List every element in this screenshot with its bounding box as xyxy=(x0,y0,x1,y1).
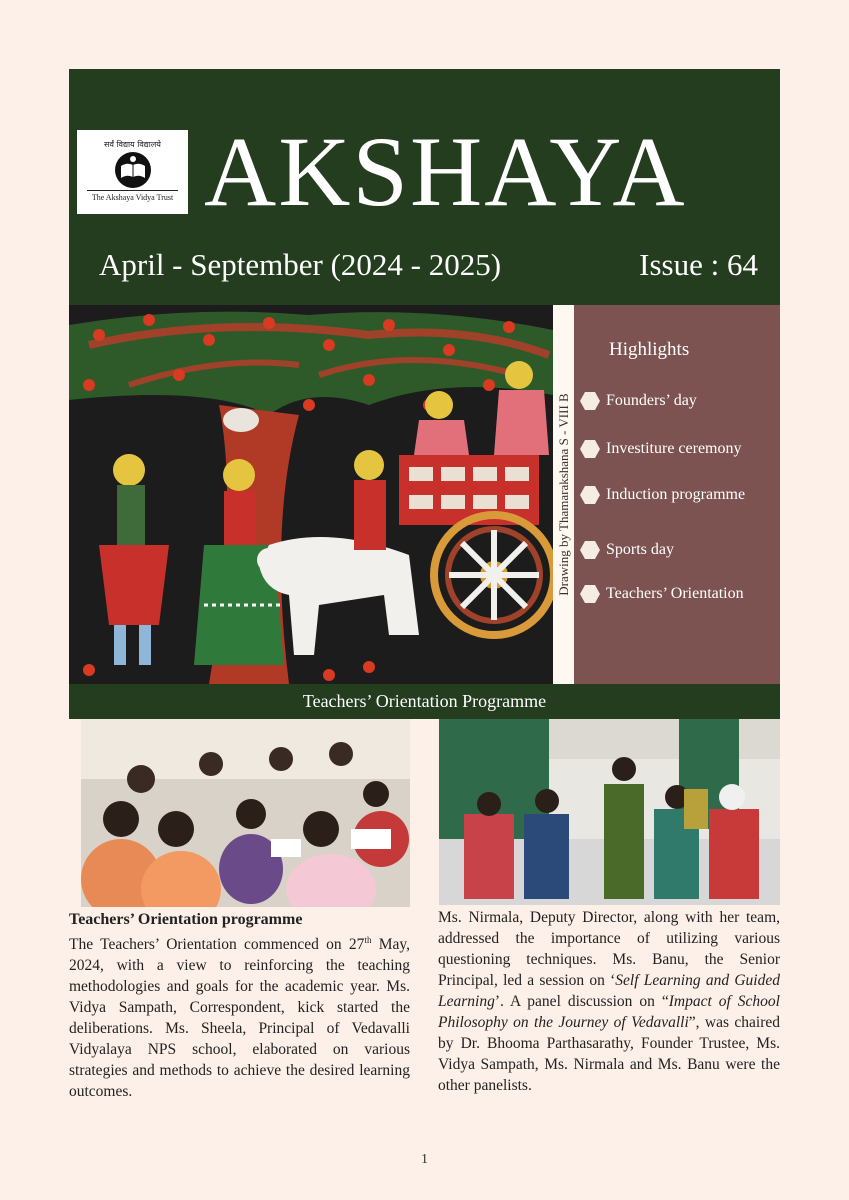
hexagon-bullet-icon xyxy=(580,486,600,504)
cover-drawing xyxy=(69,305,553,684)
logo-text: The Akshaya Vidya Trust xyxy=(91,193,174,202)
hexagon-bullet-icon xyxy=(580,440,600,458)
page-number: 1 xyxy=(421,1152,428,1167)
logo-hindi-motto: सर्वं विद्याय विद्यालये xyxy=(104,140,161,149)
text-run: May, 2024, with a view to reinforcing the teaching methodologies and goals for the academic year. Ms. Vidya Sampath, Correspondent, kick started the deliberations. Ms. Sheela, Principal of Vedavalli Vidyalaya NPS school, elaborated on various strategies and methods to achieve the desired learning outcomes. xyxy=(69,936,410,1101)
issue-number: Issue : 64 xyxy=(639,247,758,282)
masthead xyxy=(69,69,780,305)
article-column-left xyxy=(69,909,410,1102)
highlight-label: Sports day xyxy=(606,541,674,558)
highlight-item xyxy=(580,486,745,504)
highlight-label: Teachers’ Orientation xyxy=(606,585,744,602)
highlight-item xyxy=(580,440,742,458)
italic-title: Impact of School Philosophy on the Journey of Vedavalli xyxy=(438,993,780,1031)
article-column-right xyxy=(438,907,780,1096)
magazine-title: AKSHAYA xyxy=(204,116,687,227)
orientation-photo-right xyxy=(439,719,780,905)
article-paragraph-left xyxy=(69,930,410,1102)
issue-period: April - September (2024 - 2025) xyxy=(99,247,502,282)
text-run: ’. A panel discussion on “ xyxy=(494,993,669,1010)
text-run: Ms. Nirmala, Deputy Director, along with her team, addressed the importance of utilizing various questioning techniques. Ms. Banu, the Senior Principal, led a session on ‘ xyxy=(438,909,780,989)
highlights-title: Highlights xyxy=(609,339,690,360)
article-title: Teachers’ Orientation programme xyxy=(69,911,303,928)
text-run: ”, was chaired by Dr. Bhooma Parthasarathy, Founder Trustee, Ms. Vidya Sampath, Ms. Nirmala and Ms. Banu were the other panelists. xyxy=(438,1014,781,1094)
hexagon-bullet-icon xyxy=(580,392,600,410)
hexagon-bullet-icon xyxy=(580,541,600,559)
highlight-item xyxy=(580,585,744,603)
superscript: th xyxy=(364,935,372,945)
highlight-label: Founders’ day xyxy=(606,392,697,409)
hexagon-bullet-icon xyxy=(580,585,600,603)
trust-logo xyxy=(77,130,188,214)
section-banner: Teachers’ Orientation Programme xyxy=(69,684,780,719)
logo-divider xyxy=(87,190,178,191)
highlight-item xyxy=(580,541,674,559)
drawing-credit-strip xyxy=(553,305,574,684)
drawing-credit: Drawing by Thamarakshana S - VIII B xyxy=(556,393,571,596)
highlight-label: Induction programme xyxy=(606,486,746,503)
book-emblem-icon xyxy=(113,150,153,190)
highlight-item xyxy=(580,392,697,410)
highlight-label: Investiture ceremony xyxy=(606,440,742,457)
highlights-panel xyxy=(574,305,780,684)
orientation-photo-left xyxy=(81,719,410,907)
text-run: The Teachers’ Orientation commenced on 27 xyxy=(69,936,365,954)
italic-title: Self Learning and Guided Learning xyxy=(438,972,780,1010)
